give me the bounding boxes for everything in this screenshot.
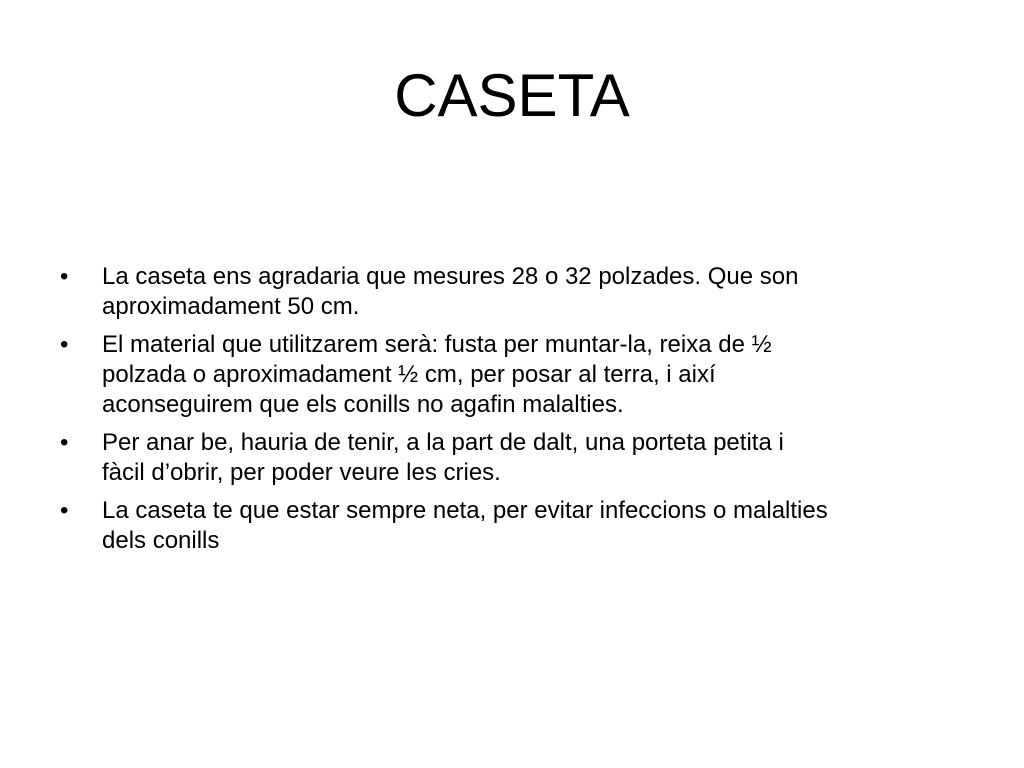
bullet-text	[102, 496, 980, 556]
bullet-line: Per anar be, hauria de tenir, a la part de dalt, una porteta petita i	[102, 429, 784, 456]
bullet-item	[60, 262, 980, 322]
bullet-text	[102, 262, 980, 322]
bullet-list	[60, 262, 980, 564]
bullet-icon: •	[60, 331, 69, 358]
bullet-line: aproximadament 50 cm.	[102, 293, 360, 320]
bullet-icon: •	[60, 429, 69, 456]
bullet-item	[60, 496, 980, 556]
bullet-line: La caseta te que estar sempre neta, per evitar infeccions o malalties	[102, 497, 828, 524]
bullet-line: La caseta ens agradaria que mesures 28 o 32 polzades. Que son	[102, 263, 799, 290]
bullet-icon: •	[60, 497, 69, 524]
bullet-line: El material que utilitzarem serà: fusta per muntar-la, reixa de ½	[102, 331, 772, 358]
bullet-text	[102, 428, 980, 488]
bullet-icon: •	[60, 263, 69, 290]
bullet-text	[102, 330, 980, 420]
bullet-item	[60, 428, 980, 488]
bullet-line: dels conills	[102, 527, 220, 554]
slide-title: CASETA	[394, 62, 630, 129]
bullet-line: polzada o aproximadament ½ cm, per posar al terra, i així	[102, 361, 716, 388]
bullet-line: fàcil d’obrir, per poder veure les cries.	[102, 459, 501, 486]
bullet-item	[60, 330, 980, 420]
bullet-line: aconseguirem que els conills no agafin malalties.	[102, 391, 624, 418]
